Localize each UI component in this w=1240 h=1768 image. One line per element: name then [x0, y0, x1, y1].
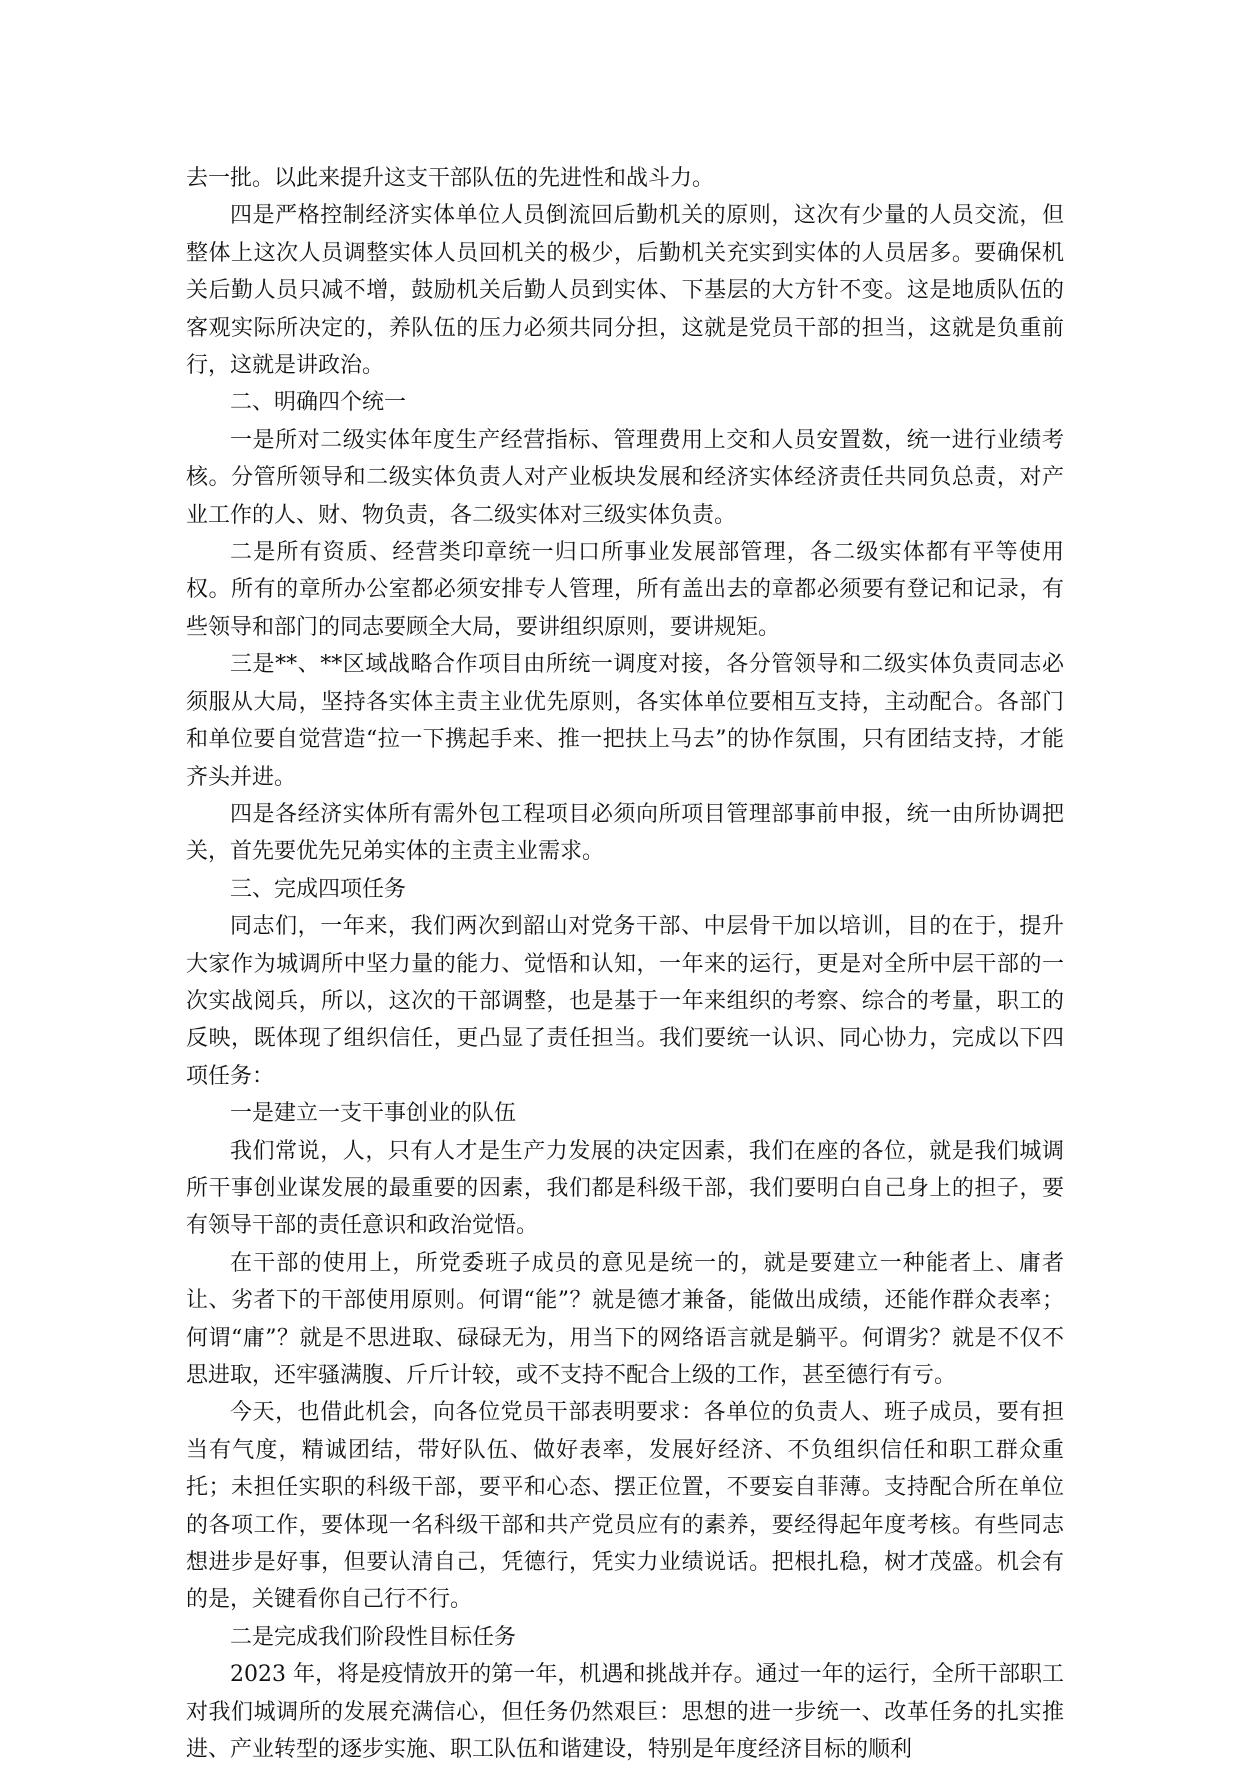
- paragraph-talent-factor: 我们常说，人，只有人才是生产力发展的决定因素，我们在座的各位，就是我们城调所干事创业谋发展的最重要的因素，我们都是科级干部，我们要明白自己身上的担子，要有领导干部的责任意识和政治觉悟。: [186, 1138, 1064, 1239]
- paragraph-tasks-intro: 同志们，一年来，我们两次到韶山对党务干部、中层骨干加以培训，目的在于，提升大家作为城调所中坚力量的能力、觉悟和认知，一年来的运行，更是对全所中层干部的一次实战阅兵，所以，这次的干部调整，也是基于一年来组织的考察、综合的考量，职工的反映，既体现了组织信任，更凸显了责任担当。我们要统一认识、同心协力，完成以下四项任务：: [186, 914, 1064, 1089]
- paragraph-unification-one: 一是所对二级实体年度生产经营指标、管理费用上交和人员安置数，统一进行业绩考核。分管所领导和二级实体负责人对产业板块发展和经济实体经济责任共同负总责，对产业工作的人、财、物负责，各二级实体对三级实体负责。: [186, 427, 1064, 528]
- subheading-task-one: 一是建立一支干事创业的队伍: [230, 1101, 517, 1127]
- section-heading-four-unifications: 二、明确四个统一: [230, 390, 407, 416]
- paragraph-cadre-principles: 在干部的使用上，所党委班子成员的意见是统一的，就是要建立一种能者上、庸者让、劣者下的干部使用原则。何谓“能”？就是德才兼备，能做出成绩，还能作群众表率；何谓“庸”？就是不思进取、碌碌无为，用当下的网络语言就是躺平。何谓劣？就是不仅不思进取，还牢骚满腹、斤斤计较，或不支持不配合上级的工作，甚至德行有亏。: [186, 1250, 1064, 1388]
- paragraph-cadre-requirements: 今天，也借此机会，向各位党员干部表明要求：各单位的负责人、班子成员，要有担当有气度，精诚团结，带好队伍、做好表率，发展好经济、不负组织信任和职工群众重托；未担任实职的科级干部，要平和心态、摆正位置，不要妄自菲薄。支持配合所在单位的各项工作，要体现一名科级干部和共产党员应有的素养，要经得起年度考核。有些同志想进步是好事，但要认清自己，凭德行，凭实力业绩说话。把根扎稳，树才茂盛。机会有的是，关键看你自己行不行。: [186, 1400, 1064, 1613]
- paragraph-continuation: 去一批。以此来提升这支干部队伍的先进性和战斗力。: [186, 166, 715, 191]
- subheading-task-two: 二是完成我们阶段性目标任务: [230, 1624, 517, 1650]
- paragraph-unification-three: 三是**、**区域战略合作项目由所统一调度对接，各分管领导和二级实体负责同志必须服从大局，坚持各实体主责主业优先原则，各实体单位要相互支持，主动配合。各部门和单位要自觉营造“拉一下携起手来、推一把扶上马去”的协作氛围，只有团结支持，才能齐头并进。: [186, 652, 1064, 790]
- paragraph-unification-two: 二是所有资质、经营类印章统一归口所事业发展部管理，各二级实体都有平等使用权。所有的章所办公室都必须安排专人管理，所有盖出去的章都必须要有登记和记录，有些领导和部门的同志要顾全大局，要讲组织原则，要讲规矩。: [186, 540, 1064, 640]
- paragraph-2023-outlook: 2023 年，将是疫情放开的第一年，机遇和挑战并存。通过一年的运行，全所干部职工对我们城调所的发展充满信心，但任务仍然艰巨：思想的进一步统一、改革任务的扎实推进、产业转型的逐步实施、职工队伍和谐建设，特别是年度经济目标的顺利: [186, 1662, 1064, 1763]
- paragraph-unification-four: 四是各经济实体所有需外包工程项目必须向所项目管理部事前申报，统一由所协调把关，首先要优先兄弟实体的主责主业需求。: [186, 801, 1064, 865]
- document-body: [186, 160, 1064, 1768]
- section-heading-four-tasks: 三、完成四项任务: [230, 876, 407, 902]
- paragraph-point-four-staff-control: 四是严格控制经济实体单位人员倒流回后勤机关的原则，这次有少量的人员交流，但整体上这次人员调整实体人员回机关的极少，后勤机关充实到实体的人员居多。要确保机关后勤人员只减不增，鼓励机关后勤人员到实体、下基层的大方针不变。这是地质队伍的客观实际所决定的，养队伍的压力必须共同分担，这就是党员干部的担当，这就是负重前行，这就是讲政治。: [186, 203, 1064, 379]
